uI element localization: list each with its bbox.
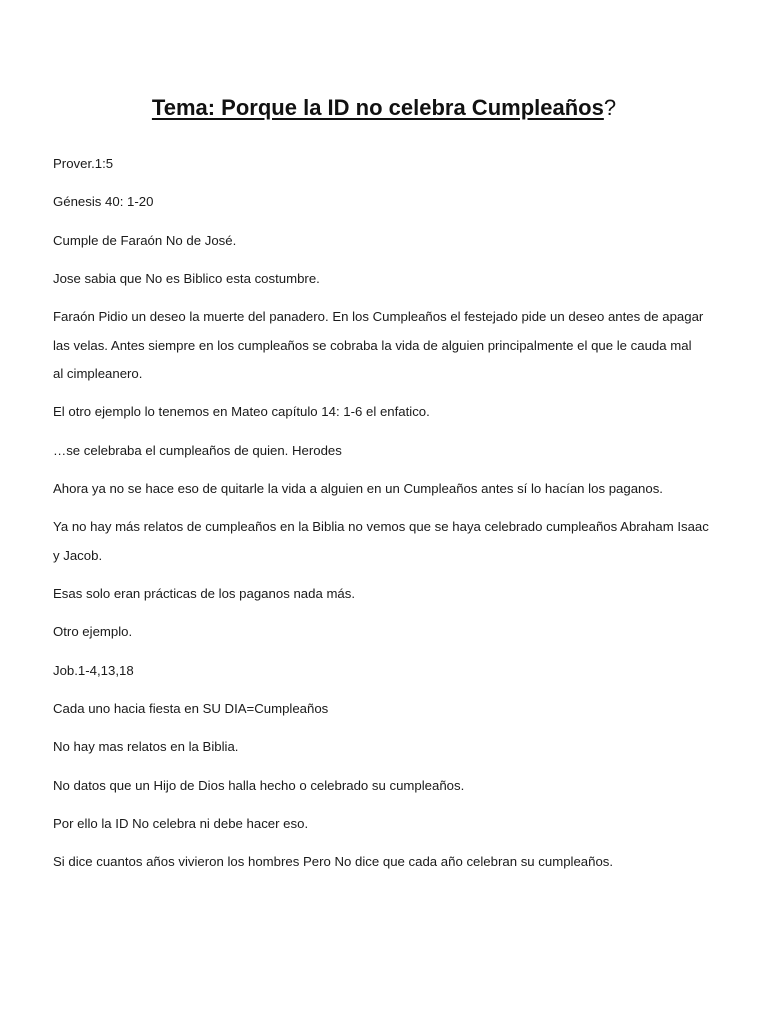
paragraph-line: Si dice cuantos años vivieron los hombres Pero No dice que cada año celebran su cumpleaños.: [53, 854, 614, 870]
title-text: Tema: Porque la ID no celebra Cumpleaños: [151, 95, 604, 120]
paragraph: [53, 265, 725, 294]
paragraph-line: Ya no hay más relatos de cumpleaños en la Biblia no vemos que se haya celebrado cumpleaños Abraham Isaac: [53, 519, 709, 535]
paragraph-line: Por ello la ID No celebra ni debe hacer eso.: [53, 815, 309, 831]
paragraph: [53, 657, 725, 686]
paragraph-line: al cimpleanero.: [53, 366, 143, 382]
paragraph: [53, 580, 725, 609]
paragraph: [53, 188, 725, 217]
paragraph: [53, 733, 725, 762]
paragraph: [53, 475, 725, 504]
paragraph: [53, 227, 725, 256]
page-title: [0, 94, 768, 122]
paragraph-line: Génesis 40: 1-20: [53, 194, 154, 210]
paragraph: [53, 618, 725, 647]
paragraph: [53, 150, 725, 179]
paragraph-line: Cumple de Faraón No de José.: [53, 232, 237, 248]
paragraph-line: No hay mas relatos en la Biblia.: [53, 739, 239, 755]
paragraph-line: Esas solo eran prácticas de los paganos nada más.: [53, 586, 356, 602]
paragraph: [53, 772, 725, 801]
paragraph: [53, 437, 725, 466]
paragraph: [53, 848, 725, 877]
paragraph-line: …se celebraba el cumpleaños de quien. Herodes: [53, 442, 342, 458]
paragraph: [53, 810, 725, 839]
paragraph-line: Prover.1:5: [53, 156, 114, 171]
paragraph: [53, 513, 725, 570]
paragraph-line: Ahora ya no se hace eso de quitarle la vida a alguien en un Cumpleaños antes sí lo hacían los paganos.: [53, 481, 663, 497]
paragraph: [53, 398, 725, 427]
paragraph-line: El otro ejemplo lo tenemos en Mateo capítulo 14: 1-6 el enfatico.: [53, 404, 430, 420]
paragraph-line: No datos que un Hijo de Dios halla hecho o celebrado su cumpleaños.: [53, 777, 465, 793]
paragraph: [53, 695, 725, 724]
paragraph-line: Jose sabia que No es Biblico esta costumbre.: [53, 270, 320, 286]
paragraph-line: Otro ejemplo.: [53, 624, 133, 640]
paragraph-line: las velas. Antes siempre en los cumpleaños se cobraba la vida de alguien principalmente el que le cauda mal: [53, 337, 692, 353]
document-body: [53, 150, 725, 887]
paragraph: [53, 303, 725, 389]
paragraph-line: y Jacob.: [53, 547, 103, 563]
paragraph-line: Job.1-4,13,18: [53, 662, 134, 678]
title-question-mark: ?: [603, 95, 617, 120]
paragraph-line: Faraón Pidio un deseo la muerte del panadero. En los Cumpleaños el festejado pide un deseo antes de apagar: [53, 309, 704, 325]
paragraph-line: Cada uno hacia fiesta en SU DIA=Cumpleaños: [53, 701, 329, 717]
